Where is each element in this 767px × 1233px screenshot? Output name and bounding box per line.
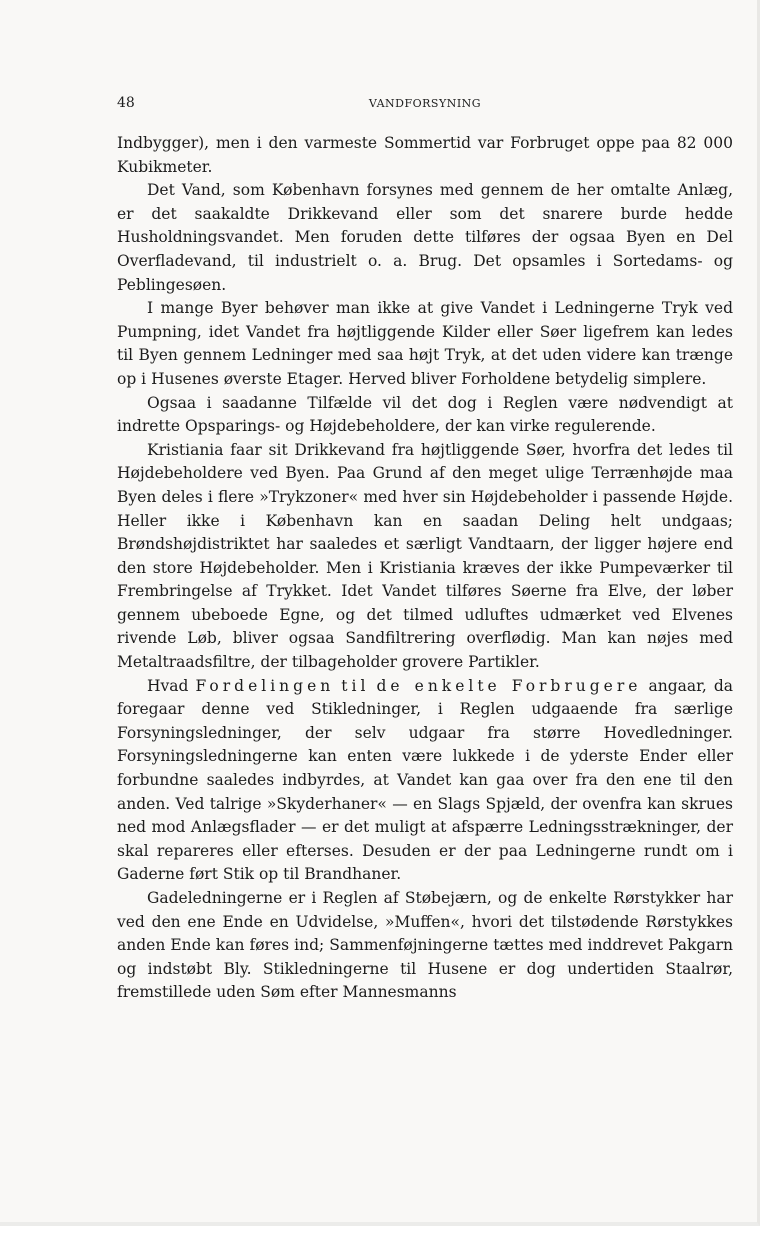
paragraph-6-start: Hvad	[147, 676, 189, 695]
body-text	[117, 132, 733, 1005]
spaced-term-fordelingen: Fordelingen	[195, 676, 335, 695]
page-header	[117, 95, 733, 115]
running-title: VANDFORSYNING	[368, 97, 482, 110]
paragraph-7: Gadeledningerne er i Reglen af Støbejærn, og de enkelte Rørstykker har ved den ene Ende en Udvidelse, »Muffen«, hvori det tilstødende Rørstykkes anden Ende kan føres ind; Sammenføjningerne tættes med inddrevet Pakgarn og indstøbt Bly. Stikledningerne til Husene er dog undertiden Staalrør, fremstillede uden Søm efter Mannesmanns	[117, 889, 733, 1002]
paragraph-4: Ogsaa i saadanne Tilfælde vil det dog i Reglen være nødvendigt at indrette Opsparings- og Højdebeholdere, der kan virke regulerende.	[117, 393, 733, 436]
paragraph-5: Kristiania faar sit Drikkevand fra højtliggende Søer, hvorfra det ledes til Højdebeholdere ved Byen. Paa Grund af den meget ulige Terrænhøjde maa Byen deles i flere »Trykzoner« med hver sin Højdebeholder i passende Højde. Heller ikke i København kan en saadan Deling helt undgaas; Brøndshøjdistriktet har saaledes et særligt Vandtaarn, der ligger højere end den store Højdebeholder. Men i Kristiania kræves der ikke Pumpeværker til Frembringelse af Trykket. Idet Vandet tilføres Søerne fra Elve, der løber gennem ubeboede Egne, og det tilmed udluftes udmærket ved Elvenes rivende Løb, bliver ogsaa Sandfiltrering overflødig. Man kan nøjes med Metaltraadsfiltre, der tilbageholder grovere Partikler.	[117, 440, 733, 672]
paragraph-3: I mange Byer behøver man ikke at give Vandet i Ledningerne Tryk ved Pumpning, idet Vandet fra højtliggende Kilder eller Søer ligefrem kan ledes til Byen gennem Ledninger med saa højt Tryk, at det uden videre kan trænge op i Husenes øverste Etager. Herved bliver Forholdene betydelig simplere.	[117, 299, 733, 388]
spaced-word-til: til	[341, 676, 370, 695]
paragraph-6	[117, 675, 733, 887]
paragraph-6-rest: angaar, da foregaar denne ved Stikledninger, i Reglen udgaaende fra særlige Forsyningsledninger, der selv udgaar fra større Hovedledninger. Forsyningsledningerne kan enten være lukkede i de yderste Ender eller forbundne saaledes indbyrdes, at Vandet kan gaa over fra den ene til den anden. Ved talrige »Skyderhaner« — en Slags Spjæld, der ovenfra kan skrues ned mod Anlægsflader — er det muligt at afspærre Ledningsstrækninger, der skal repareres eller efterses. Desuden er der paa Ledningerne rundt om i Gaderne ført Stik op til Brandhaner.	[117, 676, 733, 884]
spaced-term-forbrugere: de enkelte Forbrugere	[376, 676, 642, 695]
paragraph-1: Indbygger), men i den varmeste Sommertid var Forbruget oppe paa 82 000 Kubikmeter.	[117, 134, 733, 176]
page-number: 48	[117, 95, 135, 111]
paragraph-2: Det Vand, som København forsynes med gennem de her omtalte Anlæg, er det saakaldte Drikkevand eller som det snarere burde hedde Husholdningsvandet. Men foruden dette tilføres der ogsaa Byen en Del Overfladevand, til industrielt o. a. Brug. Det opsamles i Sortedams- og Peblingesøen.	[117, 181, 733, 294]
